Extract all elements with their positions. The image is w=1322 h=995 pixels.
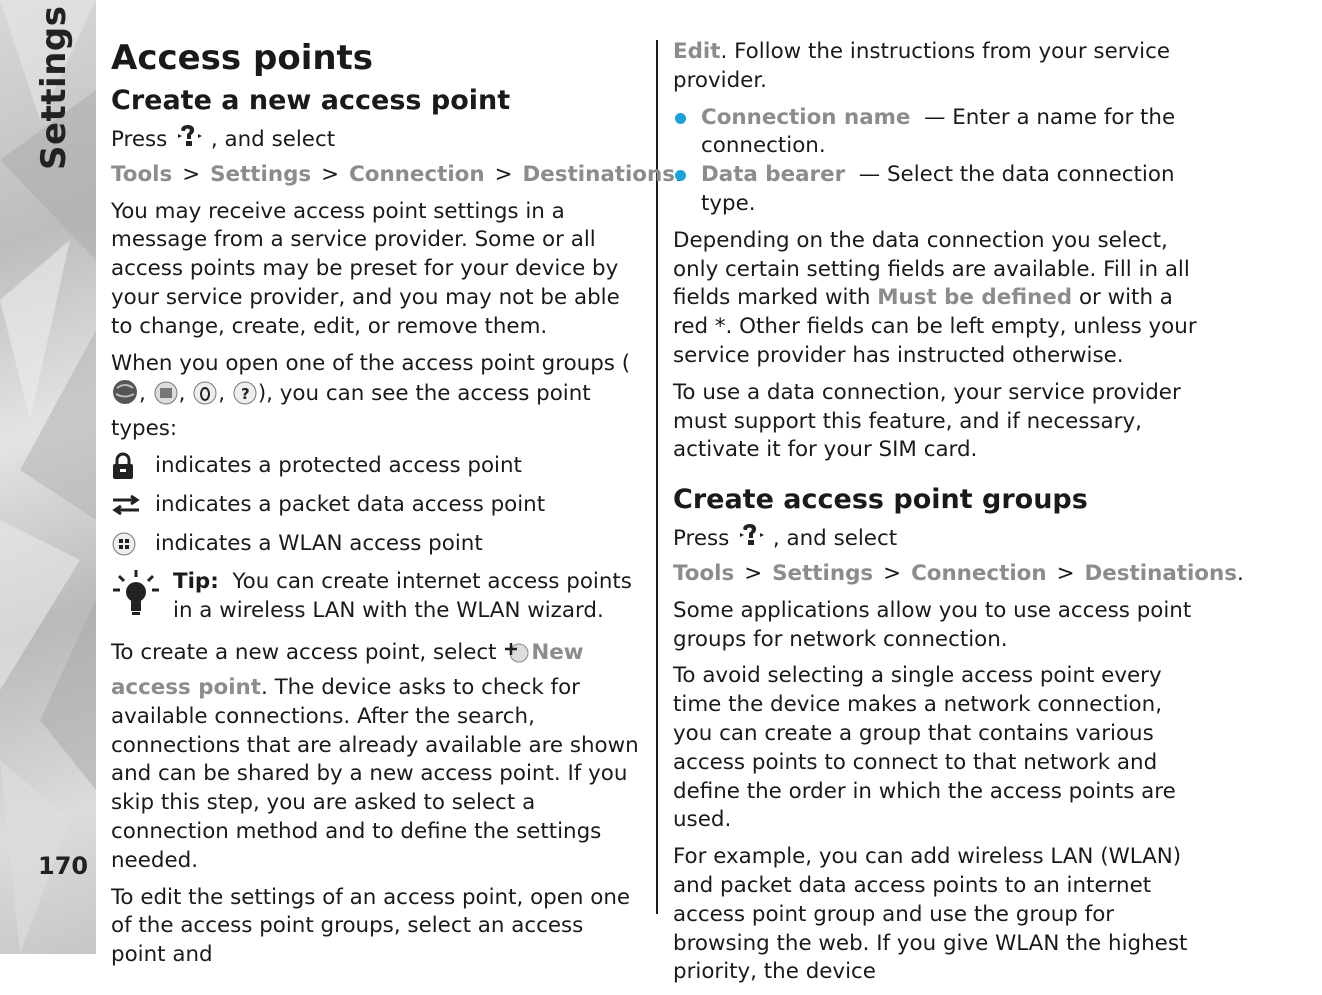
paragraph-edit: To edit the settings of an access point, open one of the access point groups, select an access point and [111,884,631,968]
tip-text [173,568,643,626]
tip-box [111,568,643,627]
bullet-dot [675,113,686,124]
wlan-icon [111,531,155,557]
page-number: 170 [38,852,89,880]
period: . [1236,560,1244,586]
groups-text-b: ), you can see the access point types: [111,381,591,442]
left-column [111,36,675,978]
type-protected [111,452,643,481]
edit-text: . Follow the instructions from your service provider. [673,39,1171,93]
path-separator: > [494,161,513,187]
internet-globe-icon [111,378,139,415]
paragraph-example: For example, you can add wireless LAN (WLAN) and packet data access points to an internet access point group and use the group for browsing the web. If you give WLAN the highest priority, the device [673,844,1188,985]
path-separator: > [1056,560,1075,586]
press-text: Press [673,526,730,552]
new-access-point-icon [503,641,531,674]
paragraph-applications: Some applications allow you to use access point groups for network connection. [673,597,1192,652]
menu-path-destinations[interactable]: Destinations [522,161,675,187]
packet-data-icon [111,494,155,516]
section-heading: Create a new access point [111,85,511,116]
menu-path-settings[interactable]: Settings [210,161,312,187]
connection-name-term[interactable]: Connection name [701,104,911,130]
data-bearer-desc: — Select the data connection type. [701,162,1175,216]
must-be-defined-link[interactable]: Must be defined [877,285,1073,311]
menu-path-connection[interactable]: Connection [911,560,1047,586]
nav-instruction [111,122,675,190]
section-title: Settings [34,5,74,170]
menu-key-icon [736,521,766,560]
bullet-dot [675,170,686,181]
tip-lightbulb-icon [111,568,173,627]
fields-text-a: Depending on the data connection you select, only certain setting fields are available. Fill in all fields marked with [673,227,1190,311]
section-sidebar [0,0,96,954]
paragraph-data-connection: To use a data connection, your service provider must support this feature, and if necessary, activate it for your SIM card. [673,379,1181,463]
menu-path-tools[interactable]: Tools [673,560,735,586]
fields-text-b: or with a red *. Other fields can be left empty, unless your service provider has instructed otherwise. [673,285,1197,368]
mms-icon [153,380,179,415]
paragraph-preset: You may receive access point settings in a message from a service provider. Some or all access points may be preset for your device by your service provider, and you may not be able to change, create, edit, or remove them. [111,198,620,339]
paragraph-edit-continued [673,38,1205,96]
list-item [673,161,1205,219]
data-bearer-term[interactable]: Data bearer [701,162,846,188]
nav-instruction-groups [673,521,1244,589]
right-column [673,38,1244,995]
lock-icon [111,452,155,480]
and-select-text: , and select [210,127,336,152]
path-separator: > [883,560,902,586]
list-item [673,104,1205,162]
new-ap-text-b: . The device asks to check for available connections. After the search, connections that are already available are shown and can be shared by a new access point. If you skip this step, you are asked to select a connection method and to define the settings needed. [111,674,639,873]
paragraph-groups: When you open one of the access point groups ( , , , ? ), you can see the access point types: [111,350,631,442]
new-access-point-link[interactable]: New access point [111,640,584,700]
menu-path-tools[interactable]: Tools [111,161,173,187]
paragraph-new-access-point [111,639,643,875]
connection-name-desc: — Enter a name for the connection. [701,104,1176,159]
operator-icon [192,380,218,415]
edit-link[interactable]: Edit [673,39,721,64]
section-heading-groups: Create access point groups [673,484,1088,516]
type-packet-text: indicates a packet data access point [155,491,546,517]
menu-path-settings[interactable]: Settings [772,560,874,586]
new-ap-text-a: To create a new access point, select [111,640,497,666]
type-packet [111,491,643,520]
groups-text-a: When you open one of the access point groups ( [111,350,631,376]
tip-label: Tip: [173,569,219,595]
type-protected-text: indicates a protected access point [155,452,522,478]
and-select-text: , and select [772,526,898,552]
page-title: Access points [111,38,374,78]
paragraph-avoid: To avoid selecting a single access point every time the device makes a network connection, you can create a group that contains various access points to connect to that network and define the order in which the access points are used. [673,663,1176,833]
path-separator: > [321,161,340,187]
menu-path-connection[interactable]: Connection [349,161,485,187]
menu-path-destinations[interactable]: Destinations [1084,560,1237,586]
path-separator: > [744,560,763,586]
type-wlan-text: indicates a WLAN access point [155,530,483,556]
uncategorized-icon [232,380,258,415]
press-text: Press [111,127,168,152]
menu-key-icon [174,122,204,161]
svg-text:?: ? [240,385,250,404]
paragraph-fields [673,227,1205,371]
type-wlan [111,530,643,559]
tip-body: You can create internet access points in a wireless LAN with the WLAN wizard. [173,569,632,624]
settings-list [673,104,1205,219]
path-separator: > [182,161,201,187]
